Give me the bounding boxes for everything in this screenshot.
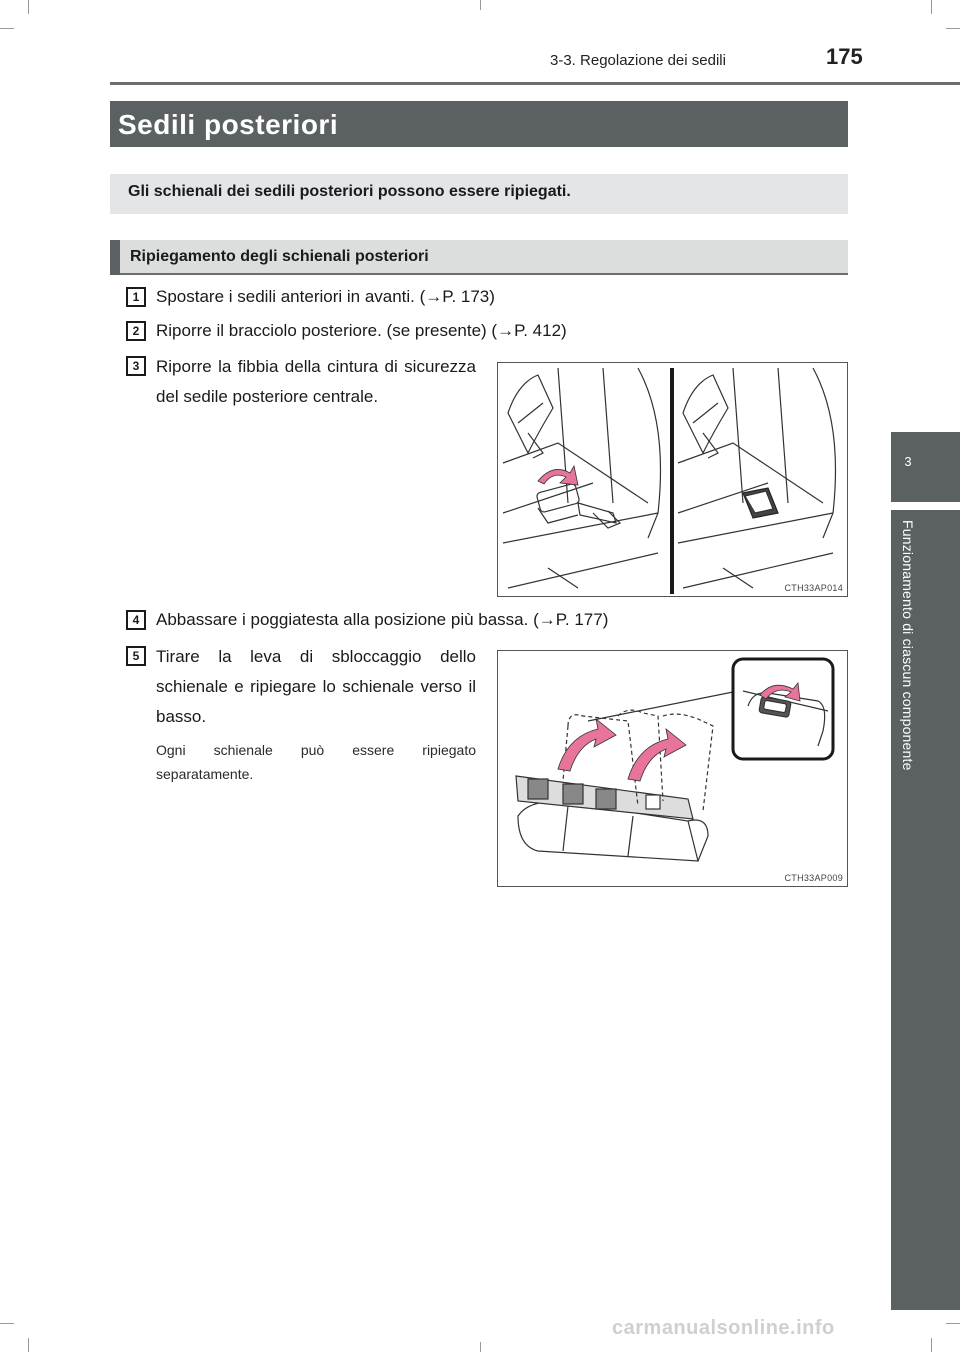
crop-mark	[480, 0, 481, 10]
crop-mark	[28, 0, 29, 14]
step-text: Spostare i sedili anteriori in avanti. (→P. 173)	[156, 287, 495, 306]
page-number: 175	[826, 44, 863, 69]
rotate-arrow-icon	[538, 466, 578, 485]
intro-text: Gli schienali dei sedili posteriori possono essere ripiegati.	[128, 183, 571, 200]
seatback-fold-illustration	[497, 650, 848, 887]
subsection-accent	[110, 240, 120, 275]
step-text: Riporre la fibbia della cintura di sicurezza del sedile posteriore centrale.	[156, 357, 476, 406]
crop-mark	[931, 0, 932, 14]
crop-mark	[480, 1342, 481, 1352]
crop-mark	[28, 1338, 29, 1352]
step-text: Riporre il bracciolo posteriore. (se presente) (→P. 412)	[156, 321, 567, 340]
step-number: 5	[126, 646, 146, 666]
crop-mark	[946, 1323, 960, 1324]
page-title: Sedili posteriori	[118, 109, 339, 140]
seat-belt-buckle-illustration	[497, 362, 848, 597]
step-number: 1	[126, 287, 146, 307]
step-number: 4	[126, 610, 146, 630]
chapter-number: 3	[904, 454, 912, 469]
step-note: Ogni schienale può essere ripiegato separatamente.	[156, 742, 476, 782]
section-header: 3-3. Regolazione dei sedili	[550, 52, 726, 69]
step-number: 2	[126, 321, 146, 341]
fold-drawing	[498, 651, 847, 886]
fold-arrow-icon	[558, 719, 616, 771]
step-number: 3	[126, 356, 146, 376]
crop-mark	[946, 28, 960, 29]
subsection-title: Ripiegamento degli schienali posteriori	[130, 248, 429, 265]
step-text: Abbassare i poggiatesta alla posizione più bassa. (→P. 177)	[156, 610, 609, 629]
crop-mark	[931, 1338, 932, 1352]
step-text: Tirare la leva di sbloccaggio dello schienale e ripiegare lo schienale verso il basso.	[156, 647, 476, 726]
figure-code: CTH33AP014	[784, 583, 843, 593]
header-rule	[110, 82, 960, 85]
watermark: carmanualsonline.info	[612, 1317, 835, 1339]
chapter-label: Funzionamento di ciascun componente	[900, 520, 916, 771]
figure-code: CTH33AP009	[784, 873, 843, 883]
fold-arrow-icon	[628, 729, 686, 781]
crop-mark	[0, 1323, 14, 1324]
buckle-drawing	[498, 363, 847, 596]
crop-mark	[0, 28, 14, 29]
